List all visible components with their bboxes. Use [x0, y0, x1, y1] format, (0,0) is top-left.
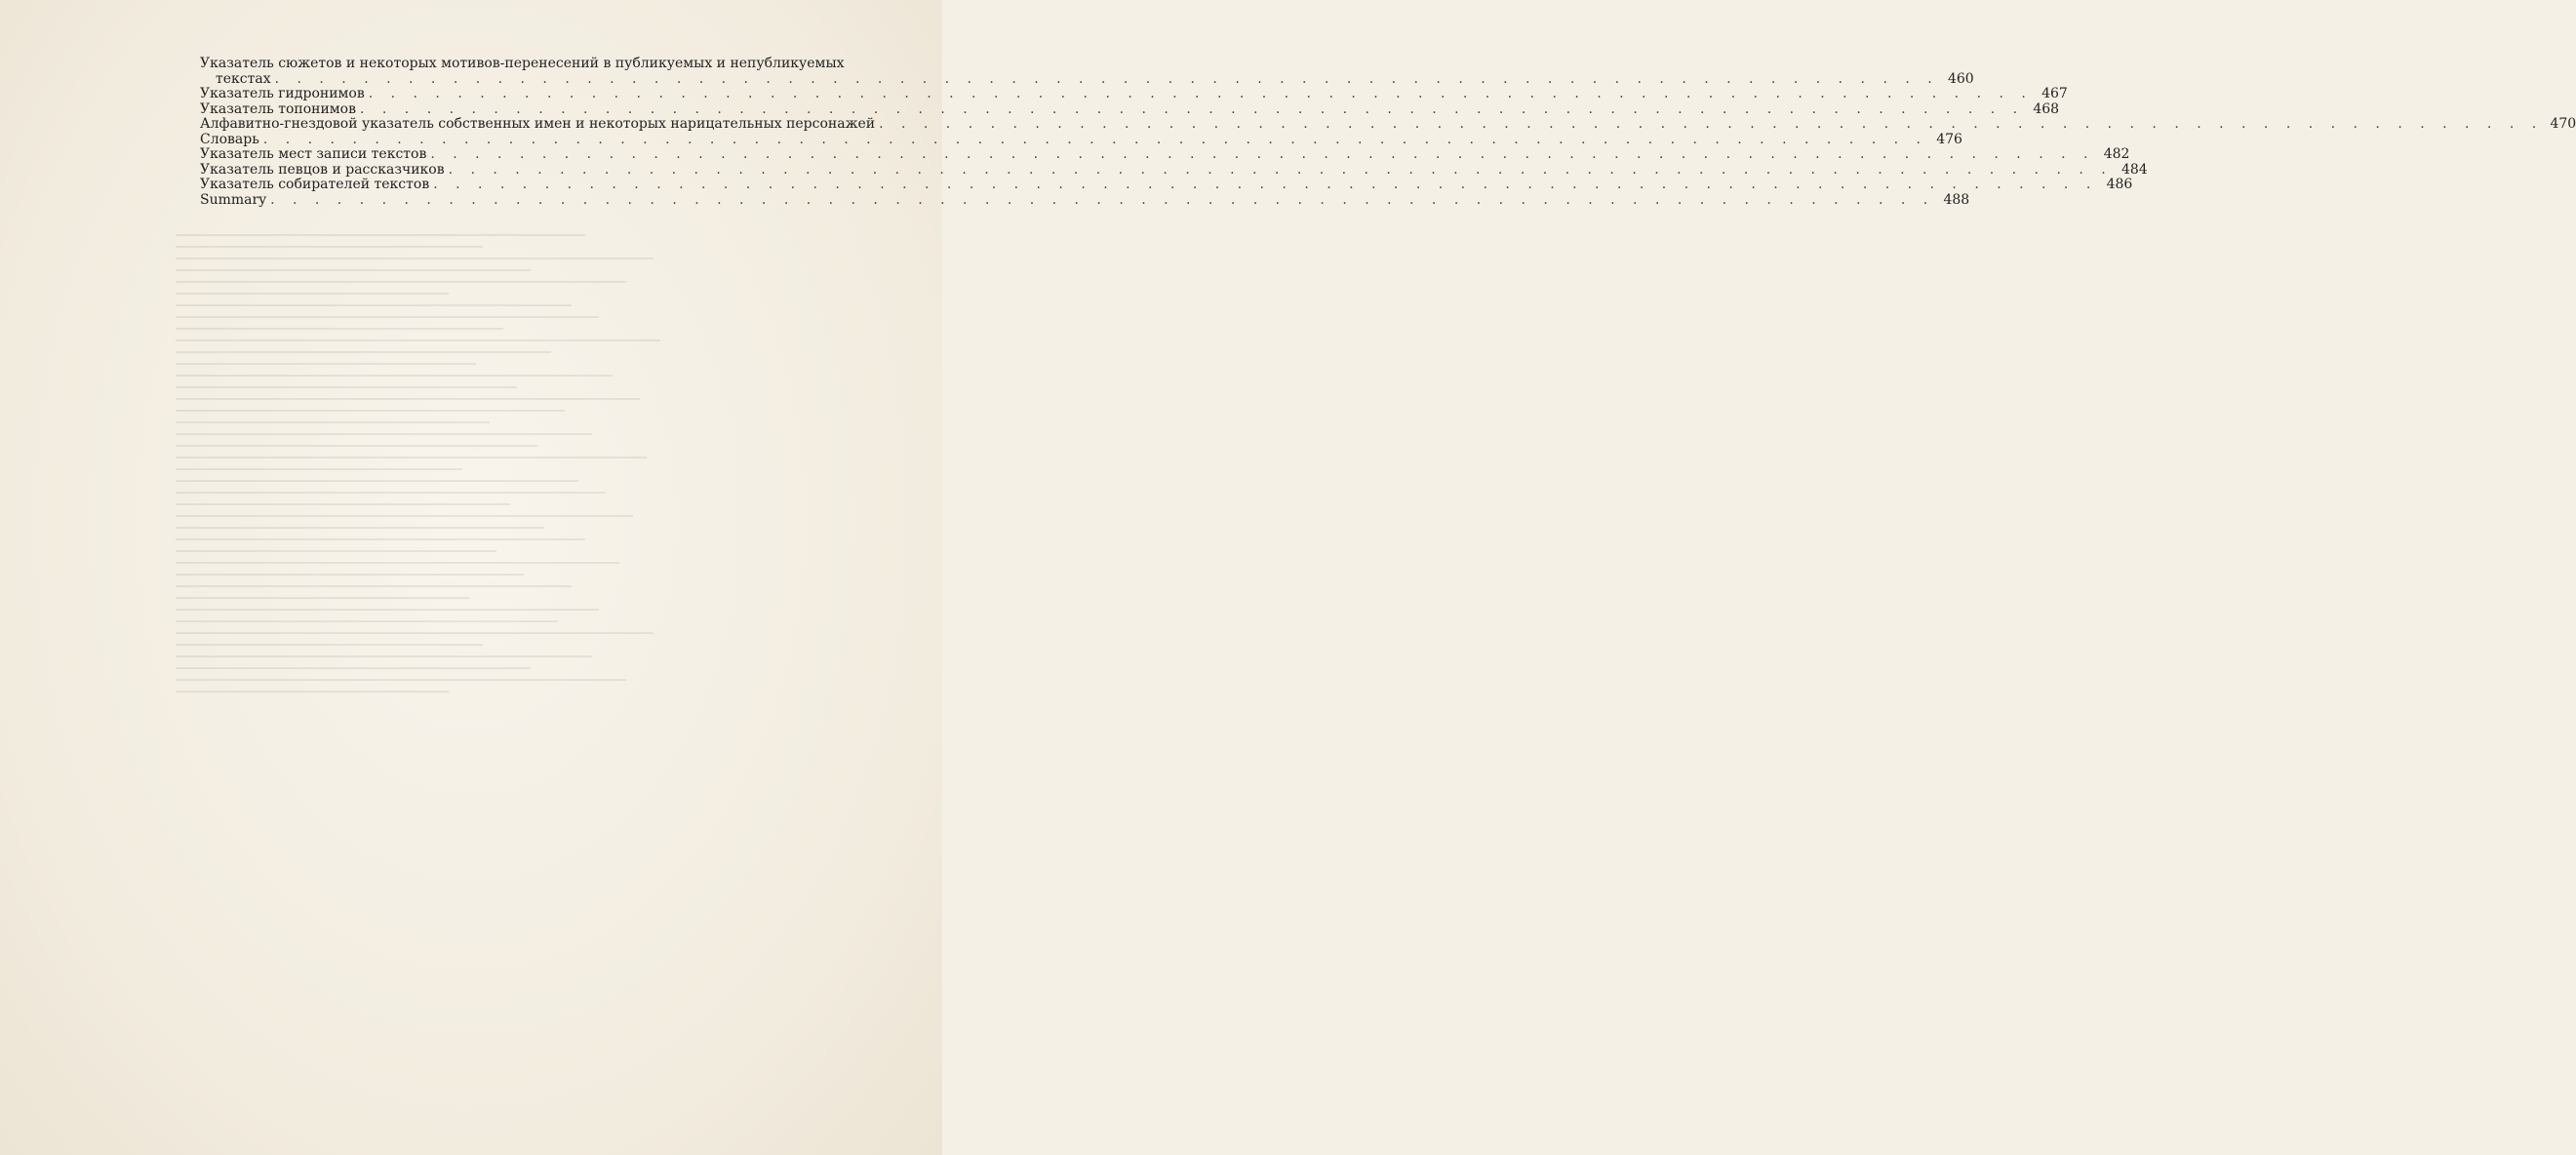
toc-entry-page: 482 — [2103, 146, 2130, 162]
toc-entry-page: 488 — [1943, 191, 1970, 208]
toc-entry-page: 470 — [2550, 116, 2576, 132]
show-through-background — [176, 224, 858, 1054]
toc-entry-names-index — [200, 116, 2576, 133]
toc-entry-title: Алфавитно-гнездовой указатель собственных имен и некоторых нарицательных персонажей — [200, 116, 876, 132]
dot-leader — [879, 117, 2543, 133]
toc-entry-title: Summary — [200, 191, 267, 208]
toc-entry-toponyms — [200, 100, 2060, 118]
toc-entry-hydronyms — [200, 86, 2068, 102]
toc-entry-title-continued: текстах — [216, 70, 271, 87]
toc-entry-collectors — [200, 177, 2133, 193]
toc-entry-title: Словарь — [200, 131, 259, 147]
dot-leader — [433, 178, 2097, 193]
toc-entry-page: 460 — [1947, 70, 1974, 87]
dot-leader — [270, 193, 1934, 209]
toc-entry-singers — [200, 161, 2148, 179]
dot-leader — [449, 163, 2113, 179]
table-of-contents — [200, 56, 2576, 208]
toc-entry-page: 484 — [2120, 161, 2148, 178]
toc-entry-recording-places — [200, 146, 2130, 163]
toc-entry-title: Указатель сюжетов и некоторых мотивов-перенесений в публикуемых и непубликуемых — [200, 56, 845, 71]
dot-leader — [369, 87, 2033, 102]
toc-entry-title: Указатель собирателей текстов — [200, 177, 430, 192]
toc-entry-title: Указатель гидронимов — [200, 86, 365, 101]
toc-entry-page: 476 — [1936, 131, 1962, 147]
toc-entry-title: Указатель певцов и рассказчиков — [200, 161, 445, 178]
toc-entry-page: 486 — [2106, 177, 2133, 192]
toc-entry-page: 468 — [2033, 100, 2060, 117]
toc-entry-title: Указатель мест записи текстов — [200, 146, 427, 162]
dot-leader — [360, 102, 2024, 118]
toc-entry-title: Указатель топонимов — [200, 100, 356, 117]
toc-entry-plot-index — [200, 56, 1974, 87]
toc-entry-dictionary — [200, 131, 1962, 148]
toc-entry-summary — [200, 191, 1970, 209]
dot-leader — [275, 72, 1939, 88]
toc-entry-page: 467 — [2041, 86, 2068, 101]
dot-leader — [430, 147, 2094, 163]
dot-leader — [263, 133, 1927, 148]
